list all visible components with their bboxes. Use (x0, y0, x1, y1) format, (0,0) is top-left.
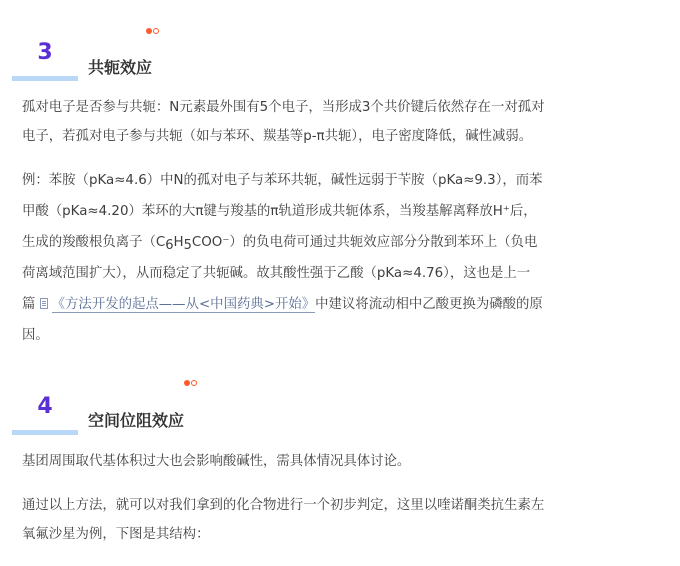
text-line: 甲酸（pKa≈4.20）苯环的大π键与羧基的π轨道形成共轭体系，当羧基解离释放H⁺后， (22, 204, 537, 219)
text-line-with-link (22, 289, 662, 320)
text-segment: H (173, 235, 184, 250)
section-3-header (0, 24, 680, 84)
section-title: 共轭效应 (88, 58, 153, 77)
text-segment: 中建议将流动相中乙酸更换为磷酸的原 (315, 297, 543, 312)
text-line: 氧氟沙星为例，下图是其结构： (22, 527, 210, 542)
decorative-dots-icon (146, 28, 159, 34)
text-segment: 篇 (22, 297, 36, 312)
section-title: 空间位阻效应 (88, 411, 185, 430)
subscript: 6 (165, 238, 174, 253)
text-line: 例：苯胺（pKa≈4.6）中N的孤对电子与苯环共轭，碱性远弱于苄胺（pKa≈9.3），而苯 (22, 173, 543, 188)
section-number-underline (12, 76, 78, 81)
section-number: 3 (37, 40, 53, 65)
paragraph-lone-pair (22, 93, 662, 151)
text-line: 电子，若孤对电子参与共轭（如与苯环、羰基等p-π共轭），电子密度降低，碱性减弱。 (22, 129, 533, 144)
section-number-underline (12, 430, 78, 435)
text-line: 荷离域范围扩大），从而稳定了共轭碱。故其酸性强于乙酸（pKa≈4.76），这也是上一 (22, 266, 531, 281)
subscript: 5 (183, 238, 192, 253)
paragraph-example (22, 165, 662, 351)
text-line: 因。 (22, 328, 49, 343)
article-link-icon (40, 298, 48, 309)
text-line: 基团周围取代基体积过大也会影响酸碱性，需具体情况具体讨论。 (22, 454, 411, 469)
section-number: 4 (37, 394, 53, 419)
text-line-formula (22, 227, 662, 258)
article-link[interactable]: 《方法开发的起点——从<中国药典>开始》 (51, 297, 316, 312)
text-segment: COO⁻）的负电荷可通过共轭效应部分分散到苯环上（负电 (191, 235, 538, 250)
paragraph-conclusion (22, 491, 662, 549)
paragraph-steric (22, 447, 662, 476)
section-4-header (0, 376, 680, 436)
decorative-dots-icon (184, 380, 197, 386)
text-segment: 生成的羧酸根负离子（C (22, 235, 166, 250)
text-line: 孤对电子是否参与共轭：N元素最外围有5个电子，当形成3个共价键后依然存在一对孤对 (22, 100, 545, 115)
text-line: 通过以上方法，就可以对我们拿到的化合物进行一个初步判定，这里以喹诺酮类抗生素左 (22, 498, 545, 513)
